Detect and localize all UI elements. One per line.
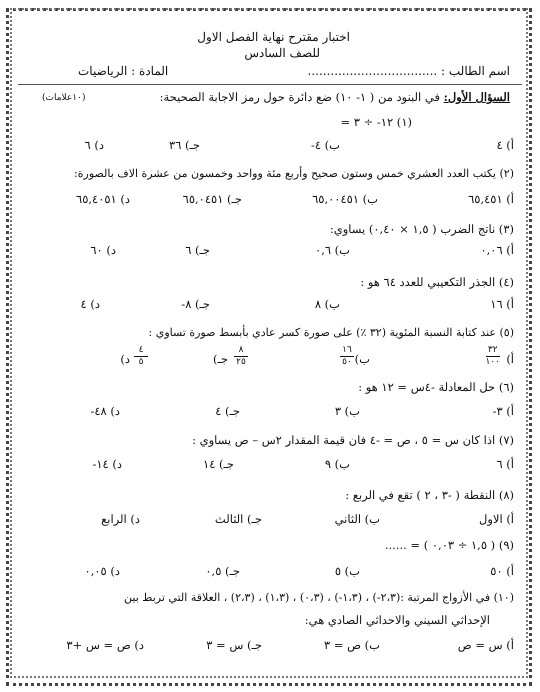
fraction-numerator: ٣٢	[487, 345, 498, 355]
item-5-option-c-fraction	[234, 346, 248, 367]
item-5-option-a-fraction	[485, 346, 500, 367]
fraction-denominator: ٥٠	[342, 357, 352, 367]
item-3-stem: (٣) ناتج الضرب ( ١,٥ × ٠,٤٠) يساوي:	[329, 222, 514, 236]
item-3-option-b: ب) ٠,٦	[315, 243, 350, 257]
item-7-stem: (٧) اذا كان س = ٥ ، ص = -٤ فان قيمة المقدار ٢س – ص يساوي :	[192, 433, 514, 447]
header-divider	[18, 84, 522, 85]
student-name-field: اسم الطالب : ..................................	[307, 64, 510, 78]
item-5-option-b-fraction	[340, 346, 354, 367]
item-7-option-b: ب) ٩	[324, 457, 350, 471]
item-9-option-a: أ) ٥٠	[490, 564, 514, 578]
item-10-option-c: جـ) س = ٣	[206, 638, 262, 652]
item-7-option-c: جـ) ١٤	[203, 457, 234, 471]
item-6-option-b: ب) ٣	[334, 404, 360, 418]
item-3-option-d: د) ٦٠	[90, 243, 116, 257]
fraction-denominator: ٢٥	[236, 357, 246, 367]
item-7-option-d: د) ١٤-	[92, 457, 122, 471]
item-5-option-d-fraction	[134, 346, 148, 367]
item-5-option-d-label: د)	[120, 352, 130, 366]
item-1-option-c: جـ) ٣٦	[169, 138, 200, 152]
fraction-numerator: ٤	[138, 345, 144, 355]
fraction-numerator: ٨	[238, 345, 244, 355]
item-10-stem-line-1: (١٠) في الأزواج المرتبة :(٢،٣-) ، (١،٣-) ، (٠،٣) ، (١،٣) ، (٢،٣) ، العلاقة التي تربط بين	[124, 591, 514, 604]
fraction-numerator: ١٦	[342, 345, 352, 355]
item-1-stem: (١) ١٢- ÷ ٣ =	[340, 115, 412, 129]
item-5-option-c-label: جـ)	[213, 352, 228, 366]
item-6-option-c: جـ) ٤	[215, 404, 240, 418]
fraction-denominator: ٥	[138, 357, 144, 367]
item-9-option-d: د) ٠,٠٥	[84, 564, 120, 578]
item-10-stem-line-2: الإحداثي السيني والاحداثي الصادي هي:	[304, 613, 490, 627]
grade-label: للصف السادس	[244, 46, 320, 60]
item-4-option-d: د) ٤	[80, 297, 100, 311]
item-8-option-d: د) الرابع	[101, 512, 140, 526]
item-8-option-c: جـ) الثالث	[214, 512, 262, 526]
item-8-option-a: أ) الاول	[479, 512, 514, 526]
question-header	[160, 90, 510, 104]
item-6-option-a: أ) ٣-	[492, 404, 514, 418]
item-4-option-c: جـ) ٨-	[181, 297, 210, 311]
item-6-option-d: د) ٤٨-	[90, 404, 120, 418]
fraction-denominator: ١٠٠	[485, 357, 500, 367]
item-8-option-b: ب) الثاني	[334, 512, 380, 526]
item-8-stem: (٨) النقطة ( -٣ ، ٢ ) تقع في الربع :	[345, 488, 514, 502]
item-10-option-d: د) ص = س +٣	[66, 638, 144, 652]
question-title: السؤال الأول:	[443, 90, 510, 104]
item-4-option-a: أ) ١٦	[490, 297, 514, 311]
item-1-option-b: ب) ٤-	[310, 138, 340, 152]
item-5-stem: (٥) عند كتابة النسبة المئوية (٣٢ ٪) على صورة كسر عادي بأبسط صورة تساوي :	[148, 326, 514, 339]
item-10-option-a: أ) س = ص	[457, 638, 514, 652]
item-2-option-d: د) ٦٥,٤٠٥١	[76, 192, 130, 206]
item-5-option-a-label: أ)	[506, 352, 514, 366]
item-2-option-c: جـ) ٦٥,٠٤٥١	[182, 192, 242, 206]
item-1-option-a: أ) ٤	[496, 138, 514, 152]
item-2-option-a: أ) ٦٥,٤٥١	[468, 192, 514, 206]
item-6-stem: (٦) حل المعادلة -٤س = ١٢ هو :	[358, 380, 514, 394]
item-3-option-a: أ) ٠,٠٦	[480, 243, 514, 257]
exam-title: اختبار مقترح نهاية الفصل الاول	[197, 30, 350, 44]
subject-label: المادة : الرياضيات	[78, 64, 169, 78]
question-instruction: في البنود من ( ١- ١٠) ضع دائرة حول رمز الاجابة الصحيحة:	[159, 90, 440, 104]
item-7-option-a: أ) ٦	[496, 457, 514, 471]
item-10-option-b: ب) ص = ٣	[323, 638, 380, 652]
item-9-option-b: ب) ٥	[334, 564, 360, 578]
item-3-option-c: جـ) ٦	[185, 243, 210, 257]
item-2-option-b: ب) ٦٥,٠٠٤٥١	[312, 192, 378, 206]
item-4-stem: (٤) الجذر التكعيبي للعدد ٦٤ هو :	[360, 275, 514, 289]
item-4-option-b: ب) ٨	[314, 297, 340, 311]
item-1-option-d: د) ٦	[84, 138, 104, 152]
marks-label: (١٠علامات)	[42, 93, 86, 103]
item-9-stem: (٩) ( ١,٥ ÷ ٠,٠٣ ) = ......	[384, 538, 514, 552]
item-5-option-b-label: ب)	[354, 352, 370, 366]
item-9-option-c: جـ) ٠,٥	[205, 564, 240, 578]
item-2-stem: (٢) يكتب العدد العشري خمس وستون صحيح وأربع مئة وواحد وخمسون من عشرة الاف بالصورة:	[74, 167, 514, 180]
